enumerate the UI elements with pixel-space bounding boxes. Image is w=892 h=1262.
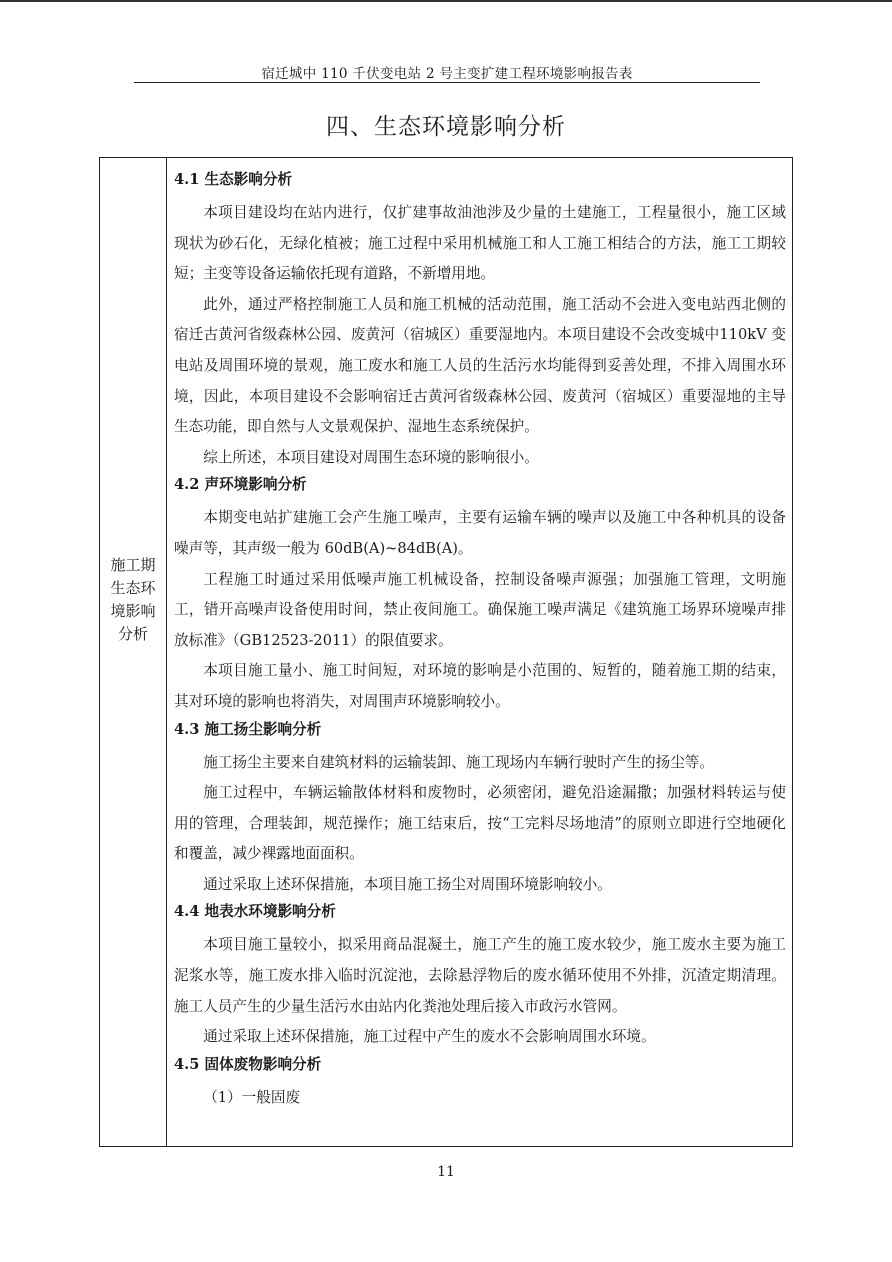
paragraph: 施工过程中，车辆运输散体材料和废物时，必须密闭，避免沿途漏撒；加强材料转运与使用的管理，合理装卸，规范操作；施工结束后，按“工完料尽场地清”的原则立即进行空地硬化和覆盖，减少裸露地面面积。 bbox=[174, 784, 786, 863]
heading-ecology: 4.1 生态影响分析 bbox=[174, 171, 293, 188]
paragraph: 通过采取上述环保措施，本项目施工扬尘对周围环境影响较小。 bbox=[203, 875, 612, 893]
section-title: 四、生态环境影响分析 bbox=[326, 114, 566, 140]
page-number: 11 bbox=[437, 1164, 455, 1180]
analysis-table bbox=[99, 157, 793, 1147]
paragraph: 此外，通过严格控制施工人员和施工机械的活动范围，施工活动不会进入变电站西北侧的宿迁古黄河省级森林公园、废黄河（宿城区）重要湿地内。本项目建设不会改变城中110kV 变电站及周围环境的景观，施工废水和施工人员的生活污水均能得到妥善处理，不排入周围水环境，因此，本项目建设不会影响宿迁古黄河省级森林公园、废黄河（宿城区）重要湿地的主导生态功能，即自然与人文景观保护、湿地生态系统保护。 bbox=[174, 295, 786, 436]
heading-solid-waste: 4.5 固体废物影响分析 bbox=[174, 1055, 322, 1073]
heading-dust: 4.3 施工扬尘影响分析 bbox=[174, 720, 322, 738]
list-item: （1）一般固废 bbox=[203, 1088, 301, 1106]
paragraph: 本项目施工量较小，拟采用商品混凝土，施工产生的施工废水较少，施工废水主要为施工泥浆水等，施工废水排入临时沉淀池，去除悬浮物后的废水循环使用不外排，沉渣定期清理。施工人员产生的少量生活污水由站内化粪池处理后接入市政污水管网。 bbox=[174, 936, 786, 1015]
paragraph: 本项目建设均在站内进行，仅扩建事故油池涉及少量的土建施工，工程量很小，施工区域现状为砂石化，无绿化植被；施工过程中采用机械施工和人工施工相结合的方法，施工工期较短；主变等设备运输依托现有道路，不新增用地。 bbox=[174, 204, 786, 283]
row-label-line: 分析 bbox=[117, 625, 148, 643]
row-label-line: 施工期 bbox=[110, 556, 156, 574]
row-label-line: 境影响 bbox=[110, 602, 156, 620]
running-header: 宿迁城中 110 千伏变电站 2 号主变扩建工程环境影响报告表 bbox=[261, 66, 633, 82]
paragraph: 通过采取上述环保措施，施工过程中产生的废水不会影响周围水环境。 bbox=[203, 1028, 656, 1046]
analysis-content bbox=[174, 168, 786, 1113]
row-label-construction-ecology bbox=[100, 554, 166, 646]
row-label-line: 生态环 bbox=[110, 579, 156, 597]
paragraph: 本期变电站扩建施工会产生施工噪声，主要有运输车辆的噪声以及施工中各种机具的设备噪声等，其声级一般为 60dB(A)~84dB(A)。 bbox=[174, 509, 786, 557]
paragraph: 施工扬尘主要来自建筑材料的运输装卸、施工现场内车辆行驶时产生的扬尘等。 bbox=[203, 753, 714, 771]
page-top-border bbox=[0, 0, 892, 2]
heading-noise: 4.2 声环境影响分析 bbox=[174, 476, 307, 494]
column-divider bbox=[166, 158, 167, 1146]
paragraph: 本项目施工量小、施工时间短，对环境的影响是小范围的、短暂的，随着施工期的结束，其对环境的影响也将消失，对周围声环境影响较小。 bbox=[174, 662, 786, 710]
heading-surface-water: 4.4 地表水环境影响分析 bbox=[174, 903, 336, 921]
header-rule bbox=[134, 82, 760, 83]
paragraph: 工程施工时通过采用低噪声施工机械设备，控制设备噪声源强；加强施工管理，文明施工，错开高噪声设备使用时间，禁止夜间施工。确保施工噪声满足《建筑施工场界环境噪声排放标准》（GB12523-2011）的限值要求。 bbox=[174, 570, 786, 649]
paragraph: 综上所述，本项目建设对周围生态环境的影响很小。 bbox=[203, 448, 539, 466]
